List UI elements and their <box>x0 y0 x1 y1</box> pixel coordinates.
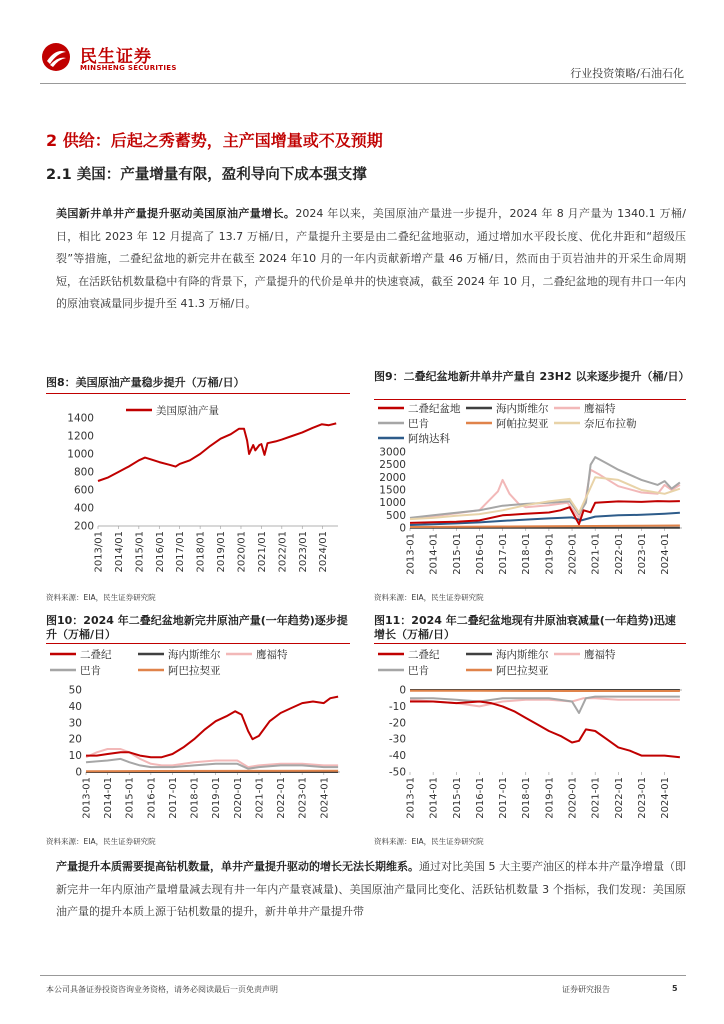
x-tick-label: 2020/01 <box>236 531 248 573</box>
legend-item <box>50 664 101 677</box>
x-tick-label: 2018-01 <box>521 777 533 819</box>
figure-9-chart <box>374 402 686 588</box>
figure-8-source: 资料来源：EIA，民生证券研究院 <box>46 593 156 602</box>
legend-item <box>554 402 616 415</box>
series-line-二叠纪 <box>86 697 338 758</box>
legend-label: 二叠纪 <box>80 649 112 661</box>
x-tick-label: 2021/01 <box>256 531 268 573</box>
figure-11-source: 资料来源：EIA，民生证券研究院 <box>374 837 484 846</box>
legend-label: 鹰福特 <box>584 403 616 415</box>
legend-label: 美国原油产量 <box>156 405 219 417</box>
y-tick-label: 2000 <box>379 471 406 484</box>
y-tick-label: 3000 <box>379 446 406 459</box>
x-tick-label: 2013-01 <box>81 777 93 819</box>
legend-label: 巴肯 <box>408 418 429 430</box>
legend-item <box>378 664 429 677</box>
x-tick-label: 2020-01 <box>567 533 579 575</box>
x-tick-label: 2021-01 <box>590 777 602 819</box>
x-tick-label: 2024-01 <box>319 777 331 819</box>
y-tick-label: 1400 <box>67 412 94 425</box>
figure-10-title: 图10：2024 年二叠纪盆地新完井原油产量(一年趋势)逐步提升（万桶/日） <box>46 614 348 641</box>
figure-8-chart <box>46 398 350 588</box>
x-tick-label: 2015-01 <box>451 533 463 575</box>
y-tick-label: 200 <box>73 520 94 533</box>
legend-item <box>50 648 112 661</box>
x-tick-label: 2018-01 <box>189 777 201 819</box>
legend-label: 海内斯维尔 <box>496 649 549 661</box>
legend-label: 阿纳达科 <box>408 433 450 445</box>
x-tick-label: 2024-01 <box>660 533 672 575</box>
y-tick-label: -20 <box>388 717 406 730</box>
figure-10-chart <box>46 646 350 832</box>
brand-logo-icon <box>41 42 71 72</box>
x-tick-label: 2023-01 <box>297 777 309 819</box>
x-tick-label: 2014/01 <box>113 531 125 573</box>
x-tick-label: 2015/01 <box>134 531 146 573</box>
x-tick-label: 2018-01 <box>521 533 533 575</box>
figure-8-title: 图8：美国原油产量稳步提升（万桶/日） <box>46 376 245 389</box>
x-tick-label: 2021-01 <box>254 777 266 819</box>
x-tick-label: 2016-01 <box>474 777 486 819</box>
x-tick-label: 2016-01 <box>474 533 486 575</box>
y-tick-label: 20 <box>68 733 82 746</box>
figure-9-title: 图9：二叠纪盆地新井单井产量自 23H2 以来逐步提升（桶/日） <box>374 370 690 383</box>
paragraph-2-text: 通过对比美国 5 大主要产油区的样本井产量净增量（即新完井一年内原油产量增量减去现有井一年内产量衰减量)、美国原油产量同比变化、活跃钻机数量 3 个指标，我们发现：美国原油产量的提升本质上源于钻机数量的提升，新井单井产量提升带 <box>56 860 686 919</box>
paragraph-1 <box>56 203 686 316</box>
x-tick-label: 2014-01 <box>428 533 440 575</box>
paragraph-1-lead: 美国新井单井产量提升驱动美国原油产量增长。 <box>56 207 296 220</box>
legend-item <box>554 417 637 430</box>
x-tick-label: 2017/01 <box>175 531 187 573</box>
y-tick-label: 400 <box>73 502 94 515</box>
header-divider <box>40 83 686 84</box>
x-tick-label: 2020-01 <box>567 777 579 819</box>
legend-item <box>378 402 461 415</box>
y-tick-label: 30 <box>68 717 82 730</box>
series-line-鹰福特 <box>410 470 680 519</box>
section-heading: 2 供给：后起之秀蓄势，主产国增量或不及预期 <box>46 131 383 150</box>
x-tick-label: 2017-01 <box>498 777 510 819</box>
legend-label: 二叠纪 <box>408 649 440 661</box>
x-tick-label: 2020-01 <box>232 777 244 819</box>
legend-label: 巴肯 <box>408 665 429 677</box>
y-tick-label: 0 <box>75 766 82 779</box>
x-tick-label: 2013-01 <box>405 777 417 819</box>
paragraph-1-text: 2024 年以来，美国原油产量进一步提升，2024 年 8 月产量为 1340.1 万桶/日，相比 2023 年 12 月提高了 13.7 万桶/日，产量提升主要是由二叠纪盆地驱动，通过增加水平段长度、优化井距和“超级压裂”等措施，二叠纪盆地的新完井在截至 2024 年10 月的一年内贡献新增产量 46 万桶/日，然而由于页岩油井的开采生命周期短，在活跃钻机数量稳中有降的背景下，产量提升的代价是单井的快速衰减，截至 2024 年 10 月，二叠纪盆地的现有井口一年内的原油衰减量同步提升至 41.3 万桶/日。 <box>56 207 686 311</box>
y-tick-label: -30 <box>388 733 406 746</box>
y-tick-label: 10 <box>68 750 82 763</box>
x-tick-label: 2019-01 <box>211 777 223 819</box>
y-tick-label: 500 <box>385 509 406 522</box>
figure-11-title: 图11：2024 年二叠纪盆地现有井原油衰减量(一年趋势)迅速增长（万桶/日） <box>374 614 676 641</box>
x-tick-label: 2017-01 <box>498 533 510 575</box>
x-tick-label: 2019-01 <box>544 533 556 575</box>
y-tick-label: 40 <box>68 700 82 713</box>
x-tick-label: 2013-01 <box>405 533 417 575</box>
page-number: 5 <box>672 984 678 993</box>
legend-item <box>126 404 219 417</box>
brand-name-cn: 民生证券 <box>80 47 152 67</box>
x-tick-label: 2013/01 <box>93 531 105 573</box>
footer-divider <box>40 975 686 976</box>
x-tick-label: 2014-01 <box>428 777 440 819</box>
legend-item <box>378 648 440 661</box>
legend-item <box>378 432 450 445</box>
y-tick-label: 2500 <box>379 459 406 472</box>
y-tick-label: 0 <box>399 522 406 535</box>
x-tick-label: 2015-01 <box>451 777 463 819</box>
series-line-巴肯 <box>410 457 680 518</box>
legend-label: 海内斯维尔 <box>168 649 221 661</box>
x-tick-label: 2023/01 <box>297 531 309 573</box>
y-tick-label: -40 <box>388 750 406 763</box>
subsection-heading: 2.1 美国：产量增量有限，盈利导向下成本强支撑 <box>46 167 367 183</box>
y-tick-label: 50 <box>68 684 82 697</box>
paragraph-2-lead: 产量提升本质需要提高钻机数量，单井产量提升驱动的增长无法长期维系。 <box>56 860 419 873</box>
x-tick-label: 2024-01 <box>660 777 672 819</box>
legend-label: 阿巴拉契亚 <box>496 665 549 677</box>
x-tick-label: 2016-01 <box>146 777 158 819</box>
legend-item <box>138 664 221 677</box>
x-tick-label: 2017-01 <box>167 777 179 819</box>
legend-label: 鹰福特 <box>256 649 288 661</box>
legend-item <box>378 417 429 430</box>
x-tick-label: 2015-01 <box>124 777 136 819</box>
figure-11-chart <box>374 646 686 832</box>
figure-9-source: 资料来源：EIA，民生证券研究院 <box>374 593 484 602</box>
x-tick-label: 2016/01 <box>154 531 166 573</box>
legend-item <box>466 648 549 661</box>
x-tick-label: 2023-01 <box>636 777 648 819</box>
figure-10-rule <box>46 643 350 644</box>
x-tick-label: 2022-01 <box>613 533 625 575</box>
legend-label: 海内斯维尔 <box>496 403 549 415</box>
series-line-二叠纪 <box>410 702 680 758</box>
y-tick-label: 1000 <box>67 448 94 461</box>
y-tick-label: -10 <box>388 700 406 713</box>
x-tick-label: 2019/01 <box>216 531 228 573</box>
x-tick-label: 2023-01 <box>636 533 648 575</box>
legend-label: 巴肯 <box>80 665 101 677</box>
legend-label: 奈厄布拉勒 <box>584 418 637 430</box>
y-tick-label: 600 <box>73 484 94 497</box>
legend-item <box>466 402 549 415</box>
y-tick-label: -50 <box>388 766 406 779</box>
legend-label: 二叠纪盆地 <box>408 403 461 415</box>
legend-item <box>226 648 288 661</box>
y-tick-label: 1500 <box>379 484 406 497</box>
y-tick-label: 1000 <box>379 497 406 510</box>
x-tick-label: 2019-01 <box>544 777 556 819</box>
legend-item <box>466 417 549 430</box>
footer-disclaimer: 本公司具备证券投资咨询业务资格，请务必阅读最后一页免责声明 <box>46 985 278 994</box>
x-tick-label: 2018/01 <box>195 531 207 573</box>
x-tick-label: 2024/01 <box>318 531 330 573</box>
legend-label: 鹰福特 <box>584 649 616 661</box>
x-tick-label: 2014-01 <box>103 777 115 819</box>
figure-8-rule <box>46 393 350 394</box>
brand-name-en: MINSHENG SECURITIES <box>80 64 177 72</box>
paragraph-2 <box>56 856 686 924</box>
legend-item <box>138 648 221 661</box>
y-tick-label: 0 <box>399 684 406 697</box>
figure-11-rule <box>374 643 686 644</box>
footer-report-type: 证券研究报告 <box>562 985 610 994</box>
series-line-美国原油产量 <box>98 423 336 481</box>
x-tick-label: 2022-01 <box>613 777 625 819</box>
legend-item <box>466 664 549 677</box>
y-tick-label: 1200 <box>67 430 94 443</box>
legend-label: 阿帕拉契亚 <box>496 418 549 430</box>
x-tick-label: 2021-01 <box>590 533 602 575</box>
legend-label: 阿巴拉契亚 <box>168 665 221 677</box>
legend-item <box>554 648 616 661</box>
y-tick-label: 800 <box>73 466 94 479</box>
figure-9-rule <box>374 399 686 400</box>
x-tick-label: 2022-01 <box>276 777 288 819</box>
figure-10-source: 资料来源：EIA，民生证券研究院 <box>46 837 156 846</box>
series-line-阿巴拉契亚 <box>86 771 338 772</box>
x-tick-label: 2022/01 <box>277 531 289 573</box>
report-category: 行业投资策略/石油石化 <box>570 67 684 80</box>
